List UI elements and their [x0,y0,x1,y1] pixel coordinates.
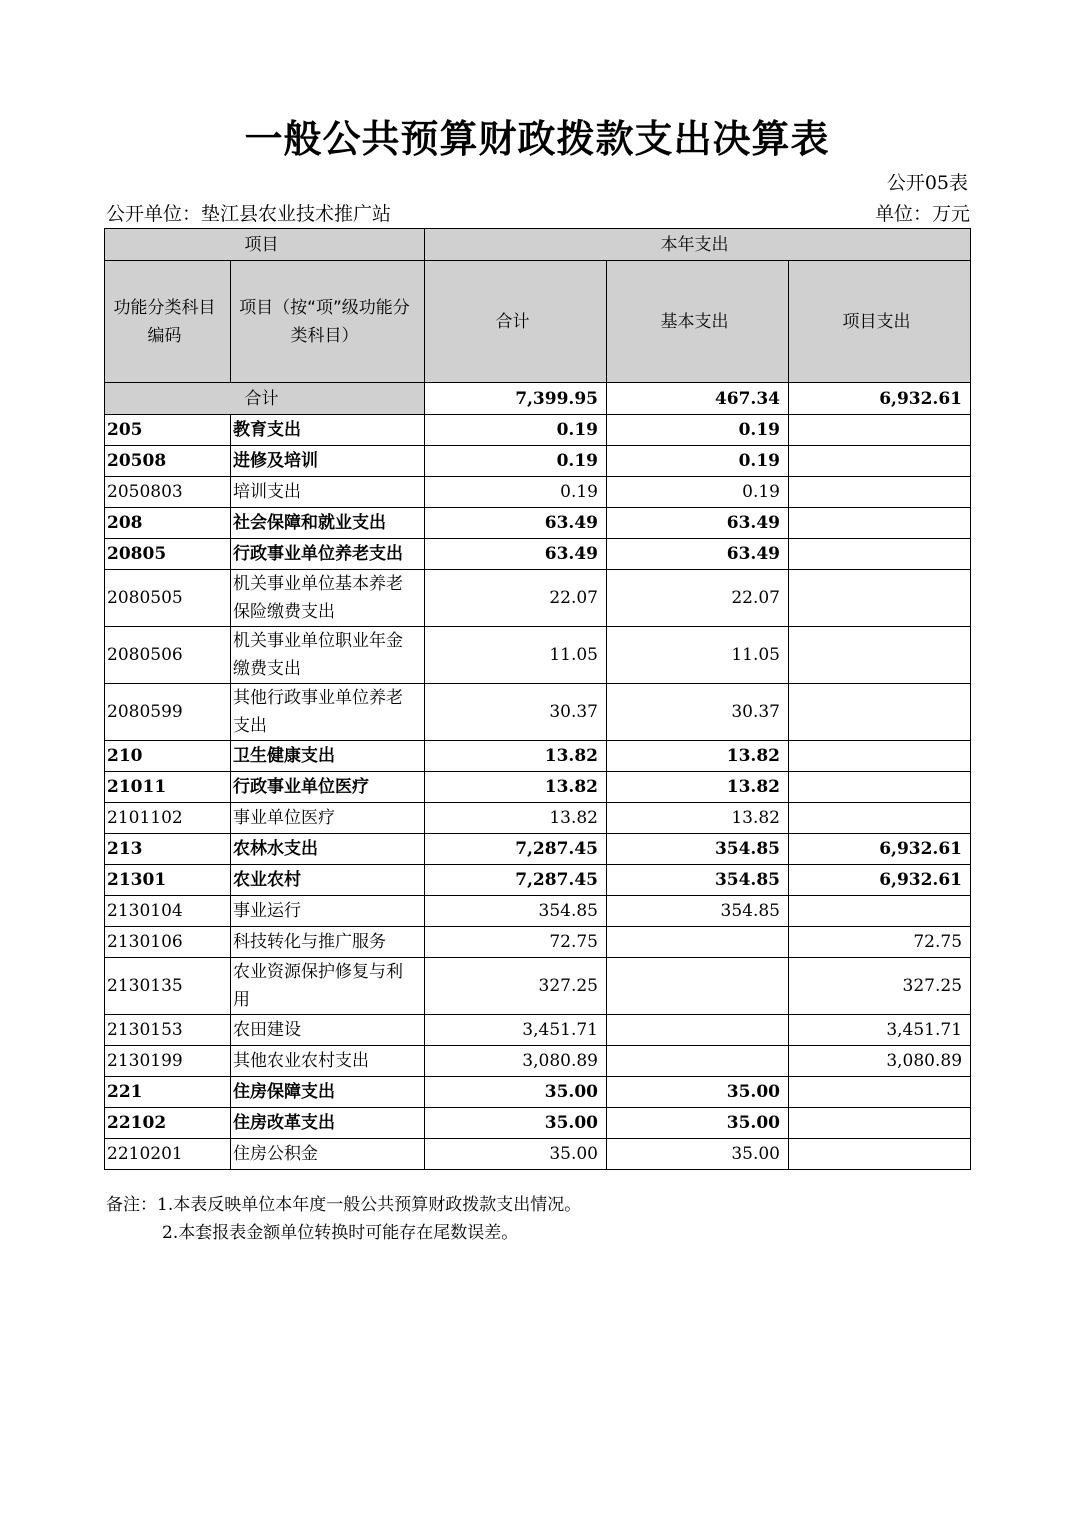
row-project [789,1077,971,1108]
row-basic: 0.19 [607,415,789,446]
row-name: 教育支出 [231,415,425,446]
table-row [105,741,971,772]
table-row [105,627,971,684]
row-basic: 30.37 [607,684,789,741]
row-code: 2080505 [105,570,231,627]
row-total: 0.19 [425,415,607,446]
row-code: 208 [105,508,231,539]
row-code: 221 [105,1077,231,1108]
row-code: 2080599 [105,684,231,741]
row-name: 社会保障和就业支出 [231,508,425,539]
row-name: 农业资源保护修复与利用 [231,958,425,1015]
form-number: 公开05表 [886,172,968,194]
row-project [789,539,971,570]
row-name: 住房改革支出 [231,1108,425,1139]
header-total: 合计 [425,261,607,383]
row-project [789,1108,971,1139]
table-row [105,1046,971,1077]
table-row [105,477,971,508]
row-project [789,508,971,539]
row-name: 事业运行 [231,896,425,927]
row-name: 科技转化与推广服务 [231,927,425,958]
row-name: 农田建设 [231,1015,425,1046]
page-title: 一般公共预算财政拨款支出决算表 [244,116,830,161]
table-row [105,446,971,477]
row-name: 卫生健康支出 [231,741,425,772]
table-row [105,570,971,627]
row-name: 行政事业单位医疗 [231,772,425,803]
notes [106,1191,581,1247]
row-total: 13.82 [425,741,607,772]
row-basic: 13.82 [607,741,789,772]
row-code: 2130104 [105,896,231,927]
row-total: 327.25 [425,958,607,1015]
row-project: 327.25 [789,958,971,1015]
row-total: 72.75 [425,927,607,958]
row-project [789,896,971,927]
row-basic: 0.19 [607,477,789,508]
row-code: 2130135 [105,958,231,1015]
row-basic: 354.85 [607,834,789,865]
row-basic: 13.82 [607,772,789,803]
row-project: 3,451.71 [789,1015,971,1046]
row-code: 21011 [105,772,231,803]
total-project: 6,932.61 [789,383,971,415]
row-total: 35.00 [425,1108,607,1139]
total-row [105,383,971,415]
row-total: 35.00 [425,1139,607,1170]
row-code: 213 [105,834,231,865]
reporting-unit: 公开单位：垫江县农业技术推广站 [106,203,392,225]
row-total: 3,080.89 [425,1046,607,1077]
header-project: 项目 [105,229,425,261]
table-row [105,772,971,803]
row-total: 0.19 [425,477,607,508]
table-row [105,508,971,539]
row-project [789,477,971,508]
row-basic: 22.07 [607,570,789,627]
row-name: 住房保障支出 [231,1077,425,1108]
table-row [105,1108,971,1139]
row-code: 2210201 [105,1139,231,1170]
row-total: 13.82 [425,803,607,834]
row-name: 农林水支出 [231,834,425,865]
row-total: 63.49 [425,508,607,539]
row-total: 7,287.45 [425,834,607,865]
row-name: 机关事业单位基本养老保险缴费支出 [231,570,425,627]
row-project [789,570,971,627]
expenditure-table [104,228,971,1170]
row-total: 30.37 [425,684,607,741]
row-code: 22102 [105,1108,231,1139]
table-row [105,1139,971,1170]
table-row [105,803,971,834]
row-basic: 11.05 [607,627,789,684]
row-project: 72.75 [789,927,971,958]
row-name: 进修及培训 [231,446,425,477]
row-total: 13.82 [425,772,607,803]
row-basic [607,1015,789,1046]
row-name: 培训支出 [231,477,425,508]
row-code: 210 [105,741,231,772]
header-name: 项目（按“项”级功能分类科目） [231,261,425,383]
total-basic: 467.34 [607,383,789,415]
row-total: 7,287.45 [425,865,607,896]
table-row [105,684,971,741]
table-row [105,865,971,896]
row-code: 21301 [105,865,231,896]
row-project: 3,080.89 [789,1046,971,1077]
row-project [789,684,971,741]
note-line-1: 备注：1.本表反映单位本年度一般公共预算财政拨款支出情况。 [106,1195,582,1215]
table-row [105,896,971,927]
row-project [789,627,971,684]
row-total: 354.85 [425,896,607,927]
row-code: 205 [105,415,231,446]
row-basic: 63.49 [607,508,789,539]
header-current-year: 本年支出 [425,229,971,261]
row-total: 0.19 [425,446,607,477]
currency-unit: 单位：万元 [874,203,970,225]
row-basic: 13.82 [607,803,789,834]
row-name: 农业农村 [231,865,425,896]
row-code: 2050803 [105,477,231,508]
row-basic: 35.00 [607,1077,789,1108]
row-basic: 0.19 [607,446,789,477]
header-project-expense: 项目支出 [789,261,971,383]
row-name: 行政事业单位养老支出 [231,539,425,570]
row-name: 其他行政事业单位养老支出 [231,684,425,741]
row-code: 2101102 [105,803,231,834]
row-project [789,741,971,772]
note-line-2: 2.本套报表金额单位转换时可能存在尾数误差。 [162,1223,519,1243]
row-basic [607,927,789,958]
row-basic: 35.00 [607,1108,789,1139]
table-row [105,834,971,865]
table-row [105,958,971,1015]
row-name: 事业单位医疗 [231,803,425,834]
table-row [105,415,971,446]
row-basic: 35.00 [607,1139,789,1170]
row-name: 其他农业农村支出 [231,1046,425,1077]
row-total: 22.07 [425,570,607,627]
total-sum: 7,399.95 [425,383,607,415]
table-row [105,1015,971,1046]
row-project [789,1139,971,1170]
row-project: 6,932.61 [789,834,971,865]
header-basic: 基本支出 [607,261,789,383]
row-code: 2080506 [105,627,231,684]
row-basic: 354.85 [607,896,789,927]
row-project: 6,932.61 [789,865,971,896]
row-project [789,803,971,834]
table-row [105,539,971,570]
total-label: 合计 [105,383,425,415]
row-code: 2130153 [105,1015,231,1046]
row-project [789,772,971,803]
row-name: 住房公积金 [231,1139,425,1170]
row-total: 3,451.71 [425,1015,607,1046]
row-total: 35.00 [425,1077,607,1108]
row-total: 11.05 [425,627,607,684]
row-code: 20805 [105,539,231,570]
row-project [789,446,971,477]
header-code: 功能分类科目编码 [105,261,231,383]
row-project [789,415,971,446]
row-basic [607,1046,789,1077]
table-row [105,927,971,958]
row-code: 2130106 [105,927,231,958]
row-code: 2130199 [105,1046,231,1077]
row-code: 20508 [105,446,231,477]
row-total: 63.49 [425,539,607,570]
table-row [105,1077,971,1108]
row-basic [607,958,789,1015]
row-basic: 354.85 [607,865,789,896]
row-name: 机关事业单位职业年金缴费支出 [231,627,425,684]
row-basic: 63.49 [607,539,789,570]
